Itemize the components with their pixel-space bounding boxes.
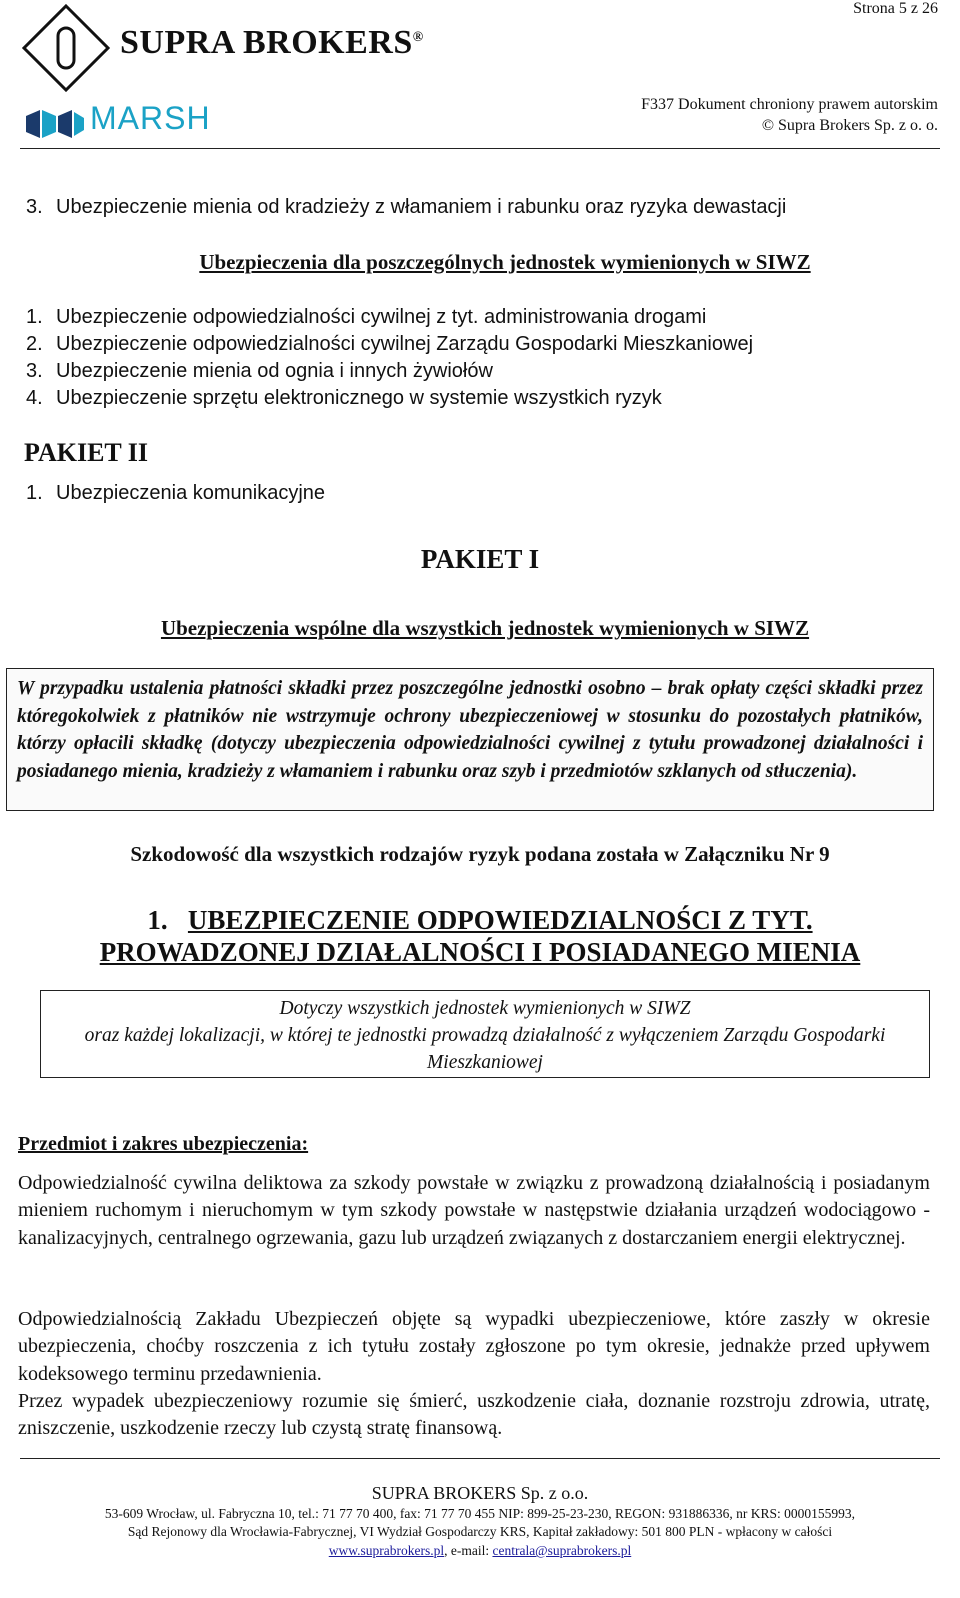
marsh-wordmark: MARSH	[90, 100, 211, 136]
scope-line-2: oraz każdej lokalizacji, w której te jednostki prowadzą działalność z wyłączeniem Zarządu Gospodarki Mieszkaniowej	[84, 1025, 886, 1073]
website-link[interactable]: www.suprabrokers.pl	[328, 1543, 445, 1558]
brand-name: SUPRA BROKERS®	[120, 24, 424, 61]
email-label: , e-mail:	[444, 1543, 493, 1558]
paragraph: Odpowiedzialnością Zakładu Ubezpieczeń objęte są wypadki ubezpieczeniowe, które zaszły w okresie ubezpieczenia, choćby roszczenia z ich tytułu zostały zgłoszone po tym okresie, jednakże przed upływem kodeksowego terminu przedawnienia.	[18, 1308, 930, 1385]
paragraph: Odpowiedzialność cywilna deliktowa za szkody powstałe w związku z prowadzoną działalnością i posiadanym mieniem ruchomym i nieruchomym w tym szkody powstałe w następstwie działania urządzeń wodociągowo - kanalizacyjnych, centralnego ogrzewania, gazu lub urządzeń związanych z dostarczaniem energii elektrycznej.	[18, 1172, 930, 1249]
supra-brokers-logo-icon	[22, 4, 110, 92]
list-item: 3. Ubezpieczenie mienia od kradzieży z włamaniem i rabunku oraz ryzyka dewastacji	[26, 196, 787, 218]
footer-contact	[0, 1543, 960, 1559]
footer-registry: Sąd Rejonowy dla Wrocławia-Fabrycznej, VI Wydział Gospodarczy KRS, Kapitał zakładowy: 501 800 PLN - wpłacony w całości	[127, 1524, 833, 1539]
scope-line-1: Dotyczy wszystkich jednostek wymienionych w SIWZ	[279, 998, 691, 1019]
footer-company: SUPRA BROKERS Sp. z o.o.	[371, 1483, 589, 1503]
scope-box	[40, 990, 930, 1078]
marsh-logo	[26, 100, 256, 140]
list-item: 4. Ubezpieczenie sprzętu elektronicznego w systemie wszystkich ryzyk	[26, 387, 662, 409]
footer-divider	[20, 1458, 940, 1459]
list-item: 1. Ubezpieczenie odpowiedzialności cywilnej z tyt. administrowania drogami	[26, 306, 707, 328]
list-item: 3. Ubezpieczenie mienia od ognia i innych żywiołów	[26, 360, 493, 382]
common-units-heading: Ubezpieczenia wspólne dla wszystkich jednostek wymienionych w SIWZ	[160, 616, 810, 640]
subject-heading: Przedmiot i zakres ubezpieczenia:	[18, 1133, 309, 1155]
copyright-line-2: © Supra Brokers Sp. z o. o.	[761, 117, 938, 134]
page-number: Strona 5 z 26	[853, 0, 938, 17]
section-1-title	[0, 904, 960, 968]
loss-history-note: Szkodowość dla wszystkich rodzajów ryzyk podana została w Załączniku Nr 9	[130, 842, 830, 866]
copyright-line-1: F337 Dokument chroniony prawem autorskim	[641, 96, 938, 113]
copyright-notice	[641, 94, 938, 136]
payment-note-box: W przypadku ustalenia płatności składki przez poszczególne jednostki osobno – brak opłaty części składki przez któregokolwiek z płatników nie wstrzymuje ochrony ubezpieczeniowej w stosunku do pozostałych płatników, którzy opłacili składkę (dotyczy ubezpieczenia odpowiedzialności cywilnej z tytułu prowadzonej działalności i posiadanego mienia, kradzieży z włamaniem i rabunku oraz szyb i przedmiotów szklanych od stłuczenia).	[6, 668, 934, 811]
pakiet-1-title: PAKIET I	[420, 544, 540, 574]
individual-units-heading: Ubezpieczenia dla poszczególnych jednostek wymienionych w SIWZ	[199, 250, 811, 274]
email-link[interactable]: centrala@suprabrokers.pl	[492, 1543, 632, 1558]
paragraph: Przez wypadek ubezpieczeniowy rozumie się śmierć, uszkodzenie ciała, doznanie rozstroju zdrowia, utratę, zniszczenie, uszkodzenie rzeczy lub czystą stratę finansową.	[18, 1390, 930, 1440]
header-divider	[20, 148, 940, 149]
pakiet-2-title: PAKIET II	[24, 438, 149, 467]
footer-address: 53-609 Wrocław, ul. Fabryczna 10, tel.: 71 77 70 400, fax: 71 77 70 455 NIP: 899-25-23-230, REGON: 931886336, nr KRS: 0000155993,	[104, 1506, 856, 1521]
marsh-logo-icon	[26, 108, 86, 142]
section-title-line-1: UBEZPIECZENIE ODPOWIEDZIALNOŚCI Z TYT.	[187, 905, 813, 935]
list-item: 1. Ubezpieczenia komunikacyjne	[26, 482, 326, 504]
section-title-line-2: PROWADZONEJ DZIAŁALNOŚCI I POSIADANEGO MIENIA	[99, 937, 861, 967]
list-item: 2. Ubezpieczenie odpowiedzialności cywilnej Zarządu Gospodarki Mieszkaniowej	[26, 333, 754, 355]
section-number: 1.	[147, 905, 168, 935]
